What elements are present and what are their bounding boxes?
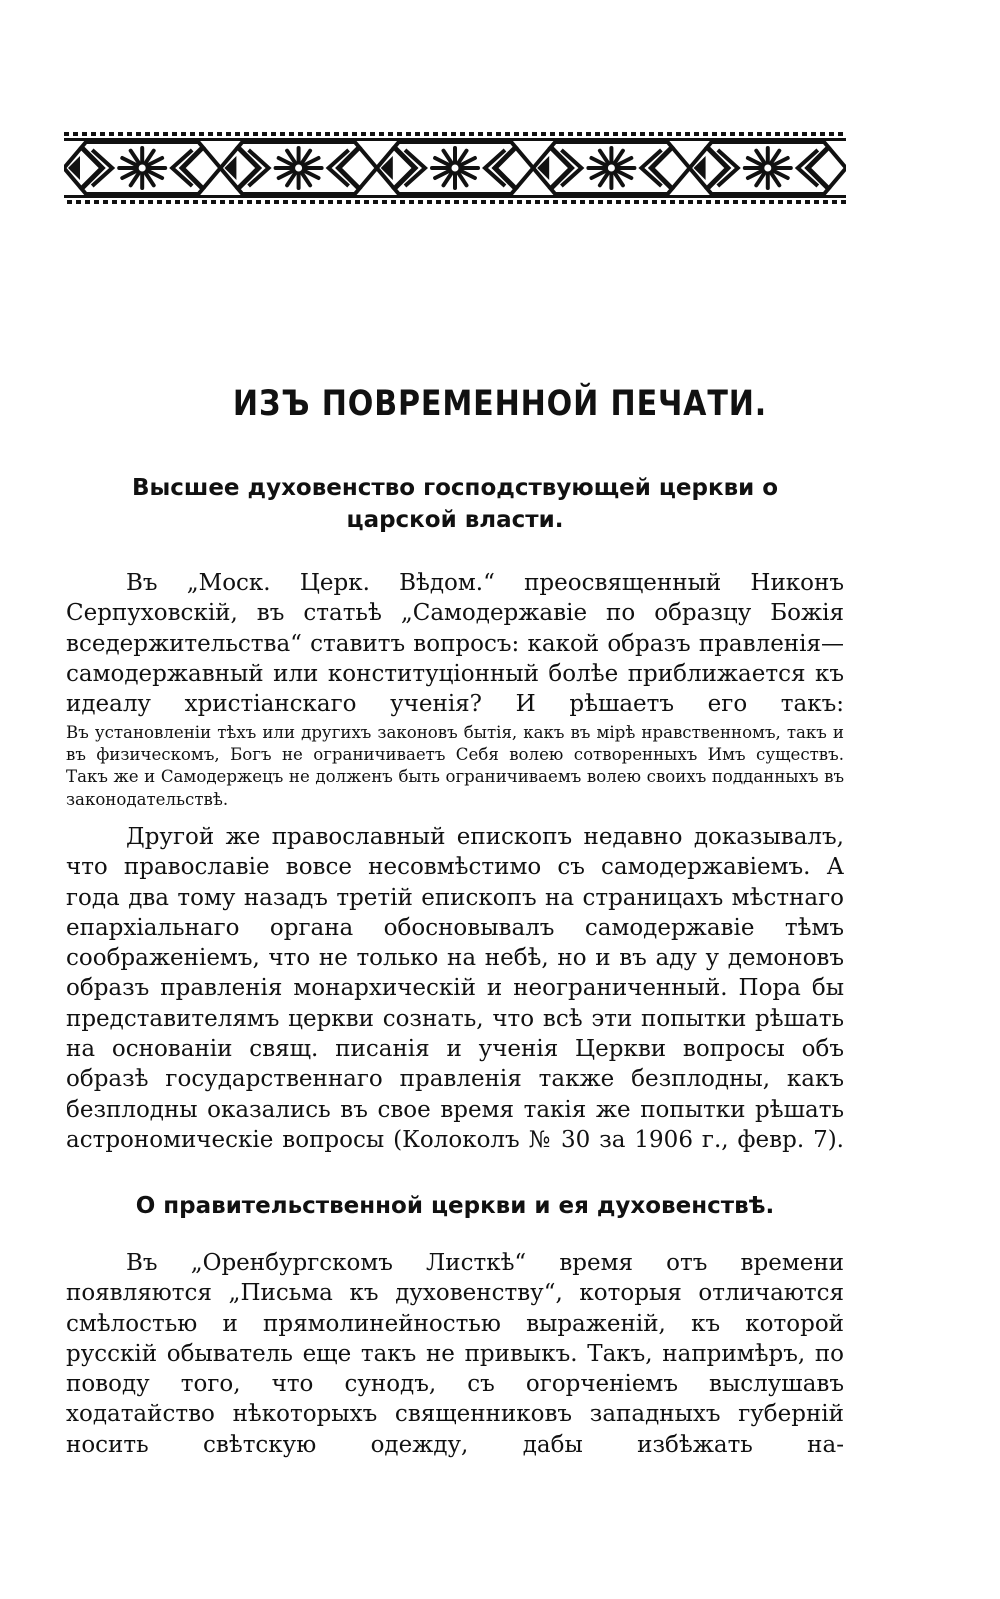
paragraph-nikon-question: Въ „Моск. Церк. Вѣдом.“ преосвященный Никонъ Серпуховскій, въ статьѣ „Самодержавіе по образцу Божія вседержительства“ ставитъ вопросъ: какой образъ правленія—самодержавный или конституціонный болѣе приближается къ идеалу христіанскаго ученія? И рѣшаетъ его такъ: [66, 570, 844, 718]
section-title-tsar-power: Высшее духовенство господствующей церкви о царской власти. [131, 475, 779, 533]
block-quote-nikon: Въ установленіи тѣхъ или другихъ законовъ бытія, какъ въ мірѣ нравственномъ, такъ и въ физическомъ, Богъ не ограничиваетъ Себя волею сотворенныхъ Имъ существъ. Такъ же и Самодержецъ не долженъ быть ограничиваемъ волею своихъ подданныхъ въ законодательствѣ. [66, 723, 844, 809]
paragraph-other-bishops: Другой же православный епископъ недавно доказывалъ, что православіе вовсе несовмѣстимо съ самодержавіемъ. А года два тому назадъ третій епископъ на страницахъ мѣстнаго епархіальнаго органа обосновывалъ самодержавіе тѣмъ соображеніемъ, что не только на небѣ, но и въ аду у демоновъ образъ правленія монархическій и неограниченный. Пора бы представителямъ церкви сознать, что всѣ эти попытки рѣшать на основаніи свящ. писанія и ученія Церкви вопросы объ образѣ государственнаго правленія также безплодны, какъ безплодны оказались въ свое время такія же попытки рѣшать астрономическіе вопросы (Колоколъ № 30 за 1906 г., февр. 7). [66, 824, 844, 1153]
page-title: ИЗЪ ПОВРЕМЕННОЙ ПЕЧАТИ. [232, 384, 768, 424]
paragraph-orenburg-listok: Въ „Оренбургскомъ Листкѣ“ время отъ времени появляются „Письма къ духовенству“, которыя отличаются смѣлостью и прямолинейностью выраженій, къ которой русскій обыватель еще такъ не привыкъ. Такъ, напримѣръ, по поводу того, что сунодъ, съ огорченіемъ выслушавъ ходатайство нѣкоторыхъ священниковъ западныхъ губерній носить свѣтскую одежду, дабы избѣжать на- [66, 1250, 844, 1458]
section-title-government-church: О правительственной церкви и ея духовенствѣ. [135, 1193, 775, 1219]
decorative-ornament-band [64, 132, 846, 204]
